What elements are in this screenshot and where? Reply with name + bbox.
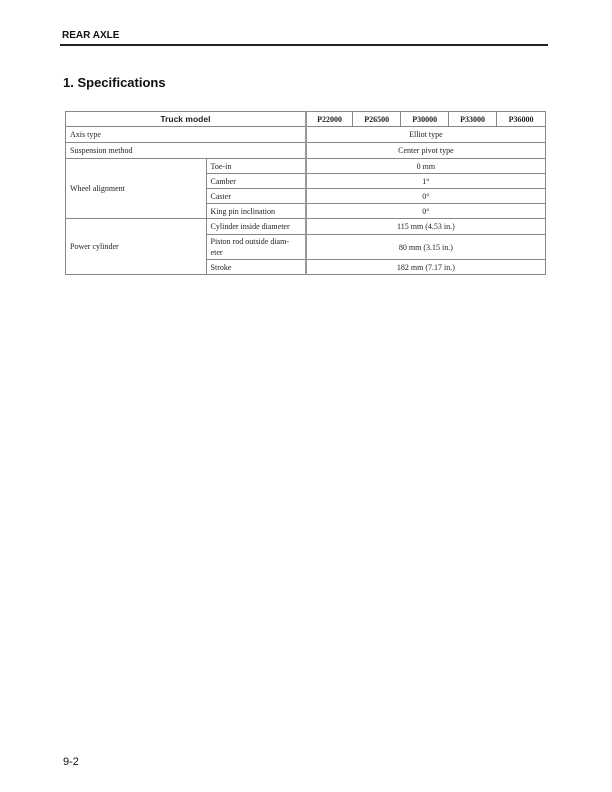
row-label: Piston rod outside diam-eter (206, 235, 306, 260)
row-label: Suspension method (66, 143, 306, 159)
row-value: 0° (306, 204, 546, 219)
model-header: P30000 (401, 112, 449, 127)
section-header: REAR AXLE (62, 30, 120, 41)
header-rule (60, 44, 548, 46)
page-title: 1. Specifications (63, 75, 166, 90)
table-row (66, 127, 546, 143)
model-header: P26500 (353, 112, 401, 127)
table-header-row (66, 112, 546, 127)
page-number: 9-2 (63, 756, 79, 768)
table-row (66, 219, 546, 235)
model-header: P33000 (449, 112, 497, 127)
row-label: Cylinder inside diameter (206, 219, 306, 235)
row-value: 80 mm (3.15 in.) (306, 235, 546, 260)
truck-model-header: Truck model (66, 112, 306, 127)
row-label: Caster (206, 189, 306, 204)
row-label: Toe-in (206, 159, 306, 174)
model-header: P22000 (306, 112, 353, 127)
specifications-table (65, 111, 546, 275)
row-value: Elliot type (306, 127, 546, 143)
row-value: Center pivot type (306, 143, 546, 159)
row-label: King pin inclination (206, 204, 306, 219)
row-label: Axis type (66, 127, 306, 143)
row-value: 115 mm (4.53 in.) (306, 219, 546, 235)
row-value: 1° (306, 174, 546, 189)
table-row (66, 143, 546, 159)
row-label: Camber (206, 174, 306, 189)
model-header: P36000 (497, 112, 546, 127)
group-label: Power cylinder (66, 219, 207, 275)
row-value: 182 mm (7.17 in.) (306, 260, 546, 275)
row-value: 0 mm (306, 159, 546, 174)
row-value: 0° (306, 189, 546, 204)
table-row (66, 159, 546, 174)
row-label: Stroke (206, 260, 306, 275)
group-label: Wheel alignment (66, 159, 207, 219)
